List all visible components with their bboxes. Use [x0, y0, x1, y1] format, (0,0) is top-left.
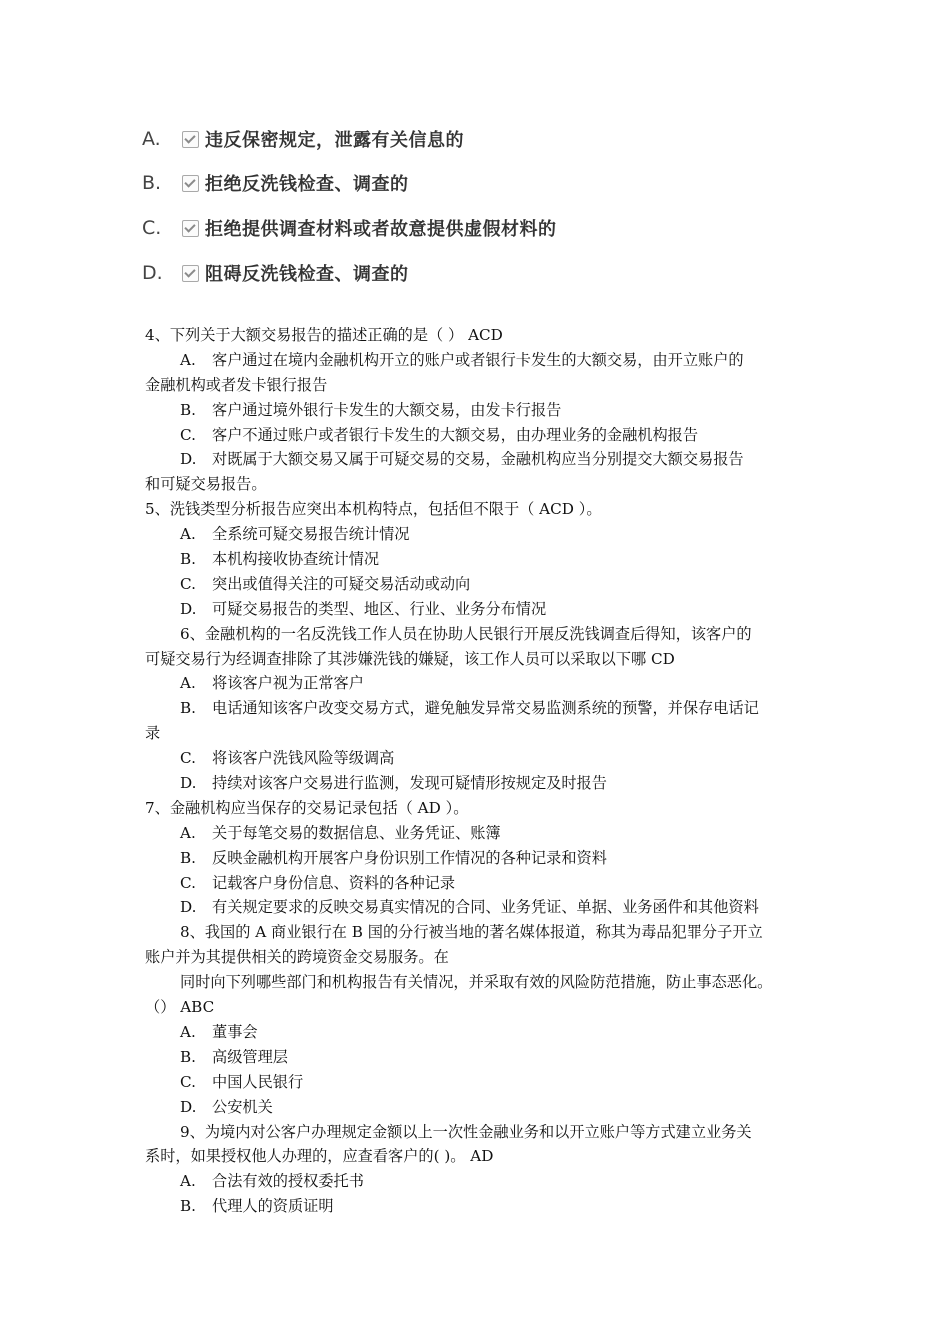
line-text: 可疑交易行为经调查排除了其涉嫌洗钱的嫌疑，该工作人员可以采取以下哪 CD: [145, 649, 675, 668]
line-text: 中国人民银行: [212, 1072, 304, 1091]
option-letter: B.: [180, 699, 196, 718]
text-line: [145, 721, 825, 746]
line-text: 同时向下列哪些部门和机构报告有关情况，并采取有效的风险防范措施，防止事态恶化。: [180, 973, 773, 992]
line-text: 反映金融机构开展客户身份识别工作情况的各种记录和资料: [212, 848, 607, 867]
line-text: 公安机关: [212, 1097, 273, 1116]
line-text: 和可疑交易报告。: [145, 475, 267, 494]
line-text: 记载客户身份信息、资料的各种记录: [212, 873, 455, 892]
text-line: [145, 497, 825, 522]
line-text: 本机构接收协查统计情况: [212, 550, 380, 569]
line-text: 9、为境内对公客户办理规定金额以上一次性金融业务和以开立账户等方式建立业务关: [180, 1122, 752, 1141]
option-letter: B.: [180, 1197, 196, 1216]
shot-option-a: [142, 122, 464, 156]
shot-option-b: [142, 166, 409, 200]
line-text: 代理人的资质证明: [212, 1197, 334, 1216]
line-text: 4、下列关于大额交易报告的描述正确的是（ ） ACD: [145, 326, 503, 344]
text-line: [145, 970, 825, 995]
option-line: [145, 547, 825, 572]
text-line: [145, 1120, 825, 1145]
option-line: [145, 1194, 825, 1219]
option-letter: A.: [180, 525, 196, 544]
option-letter: B.: [180, 1047, 196, 1066]
shot-option-text: 阻碍反洗钱检查、调查的: [205, 264, 409, 285]
line-text: 将该客户洗钱风险等级调高: [212, 749, 395, 768]
option-line: [145, 1070, 825, 1095]
option-letter: D.: [180, 1097, 197, 1116]
screenshot-options: [142, 122, 582, 302]
line-text: 持续对该客户交易进行监测，发现可疑情形按规定及时报告: [212, 774, 607, 793]
checkbox-checked-icon: [182, 265, 199, 282]
option-line: [145, 696, 825, 721]
option-line: [145, 522, 825, 547]
option-line: [145, 398, 825, 423]
option-line: [145, 821, 825, 846]
option-line: [145, 1020, 825, 1045]
line-text: 客户不通过账户或者银行卡发生的大额交易，由办理业务的金融机构报告: [212, 425, 698, 444]
option-letter: D.: [180, 450, 197, 469]
option-letter: C.: [180, 873, 196, 892]
option-letter: D.: [180, 599, 197, 618]
line-text: 可疑交易报告的类型、地区、行业、业务分布情况: [212, 599, 547, 618]
option-letter: A.: [180, 1022, 196, 1041]
line-text: 账户并为其提供相关的跨境资金交易服务。在: [145, 948, 449, 967]
option-line: [145, 447, 825, 472]
option-line: [145, 423, 825, 448]
option-letter: A.: [180, 350, 196, 369]
checkbox-checked-icon: [182, 220, 199, 237]
text-line: [145, 1144, 825, 1169]
text-line: [145, 945, 825, 970]
shot-option-letter: D.: [142, 262, 163, 284]
line-text: 突出或值得关注的可疑交易活动或动向: [212, 574, 471, 593]
line-text: （） ABC: [145, 998, 215, 1017]
option-letter: D.: [180, 898, 197, 917]
shot-option-text: 违反保密规定，泄露有关信息的: [205, 130, 464, 151]
line-text: 金融机构或者发卡银行报告: [145, 375, 328, 394]
line-text: 5、洗钱类型分析报告应突出本机构特点，包括但不限于（ ACD ）。: [145, 500, 602, 519]
option-letter: C.: [180, 749, 196, 768]
shot-option-letter: B.: [142, 172, 162, 194]
option-line: [145, 597, 825, 622]
line-text: 录: [145, 724, 161, 743]
option-letter: C.: [180, 425, 196, 444]
checkbox-checked-icon: [182, 131, 199, 148]
option-letter: A.: [180, 1172, 196, 1191]
text-line: [145, 796, 825, 821]
option-letter: B.: [180, 848, 196, 867]
line-text: 电话通知该客户改变交易方式，避免触发异常交易监测系统的预警，并保存电话记: [212, 699, 759, 718]
option-letter: B.: [180, 400, 196, 419]
option-line: [145, 746, 825, 771]
option-letter: D.: [180, 774, 197, 793]
line-text: 合法有效的授权委托书: [212, 1172, 364, 1191]
document-body: [145, 323, 825, 1219]
line-text: 客户通过境外银行卡发生的大额交易，由发卡行报告: [212, 400, 562, 419]
text-line: [145, 647, 825, 672]
text-line: [145, 622, 825, 647]
line-text: 6、金融机构的一名反洗钱工作人员在协助人民银行开展反洗钱调查后得知，该客户的: [180, 624, 752, 643]
option-line: [145, 671, 825, 696]
line-text: 8、我国的 A 商业银行在 B 国的分行被当地的著名媒体报道，称其为毒品犯罪分子开立: [180, 923, 763, 942]
shot-option-text: 拒绝提供调查材料或者故意提供虚假材料的: [205, 219, 557, 240]
text-line: [145, 323, 825, 348]
line-text: 7、金融机构应当保存的交易记录包括（ AD ）。: [145, 798, 469, 817]
line-text: 将该客户视为正常客户: [212, 674, 364, 693]
option-letter: A.: [180, 674, 196, 693]
text-line: [145, 920, 825, 945]
option-line: [145, 572, 825, 597]
option-line: [145, 1045, 825, 1070]
line-text: 对既属于大额交易又属于可疑交易的交易，金融机构应当分别提交大额交易报告: [212, 450, 744, 469]
shot-option-c: [142, 211, 557, 245]
option-letter: B.: [180, 550, 196, 569]
option-line: [145, 771, 825, 796]
option-line: [145, 348, 825, 373]
option-line: [145, 846, 825, 871]
option-letter: A.: [180, 823, 196, 842]
text-line: [145, 373, 825, 398]
text-line: [145, 995, 825, 1020]
line-text: 董事会: [212, 1022, 258, 1041]
option-line: [145, 871, 825, 896]
option-line: [145, 895, 825, 920]
line-text: 全系统可疑交易报告统计情况: [212, 525, 410, 544]
shot-option-letter: A.: [142, 128, 161, 150]
line-text: 客户通过在境内金融机构开立的账户或者银行卡发生的大额交易，由开立账户的: [212, 350, 744, 369]
line-text: 关于每笔交易的数据信息、业务凭证、账簿: [212, 823, 501, 842]
line-text: 高级管理层: [212, 1047, 288, 1066]
line-text: 系时，如果授权他人办理的，应查看客户的( )。 AD: [145, 1147, 494, 1166]
option-letter: C.: [180, 574, 196, 593]
option-letter: C.: [180, 1072, 196, 1091]
option-line: [145, 1095, 825, 1120]
shot-option-text: 拒绝反洗钱检查、调查的: [205, 174, 409, 195]
text-line: [145, 472, 825, 497]
shot-option-d: [142, 256, 409, 290]
line-text: 有关规定要求的反映交易真实情况的合同、业务凭证、单据、业务函件和其他资料: [212, 898, 759, 917]
shot-option-letter: C.: [142, 217, 162, 239]
checkbox-checked-icon: [182, 175, 199, 192]
option-line: [145, 1169, 825, 1194]
